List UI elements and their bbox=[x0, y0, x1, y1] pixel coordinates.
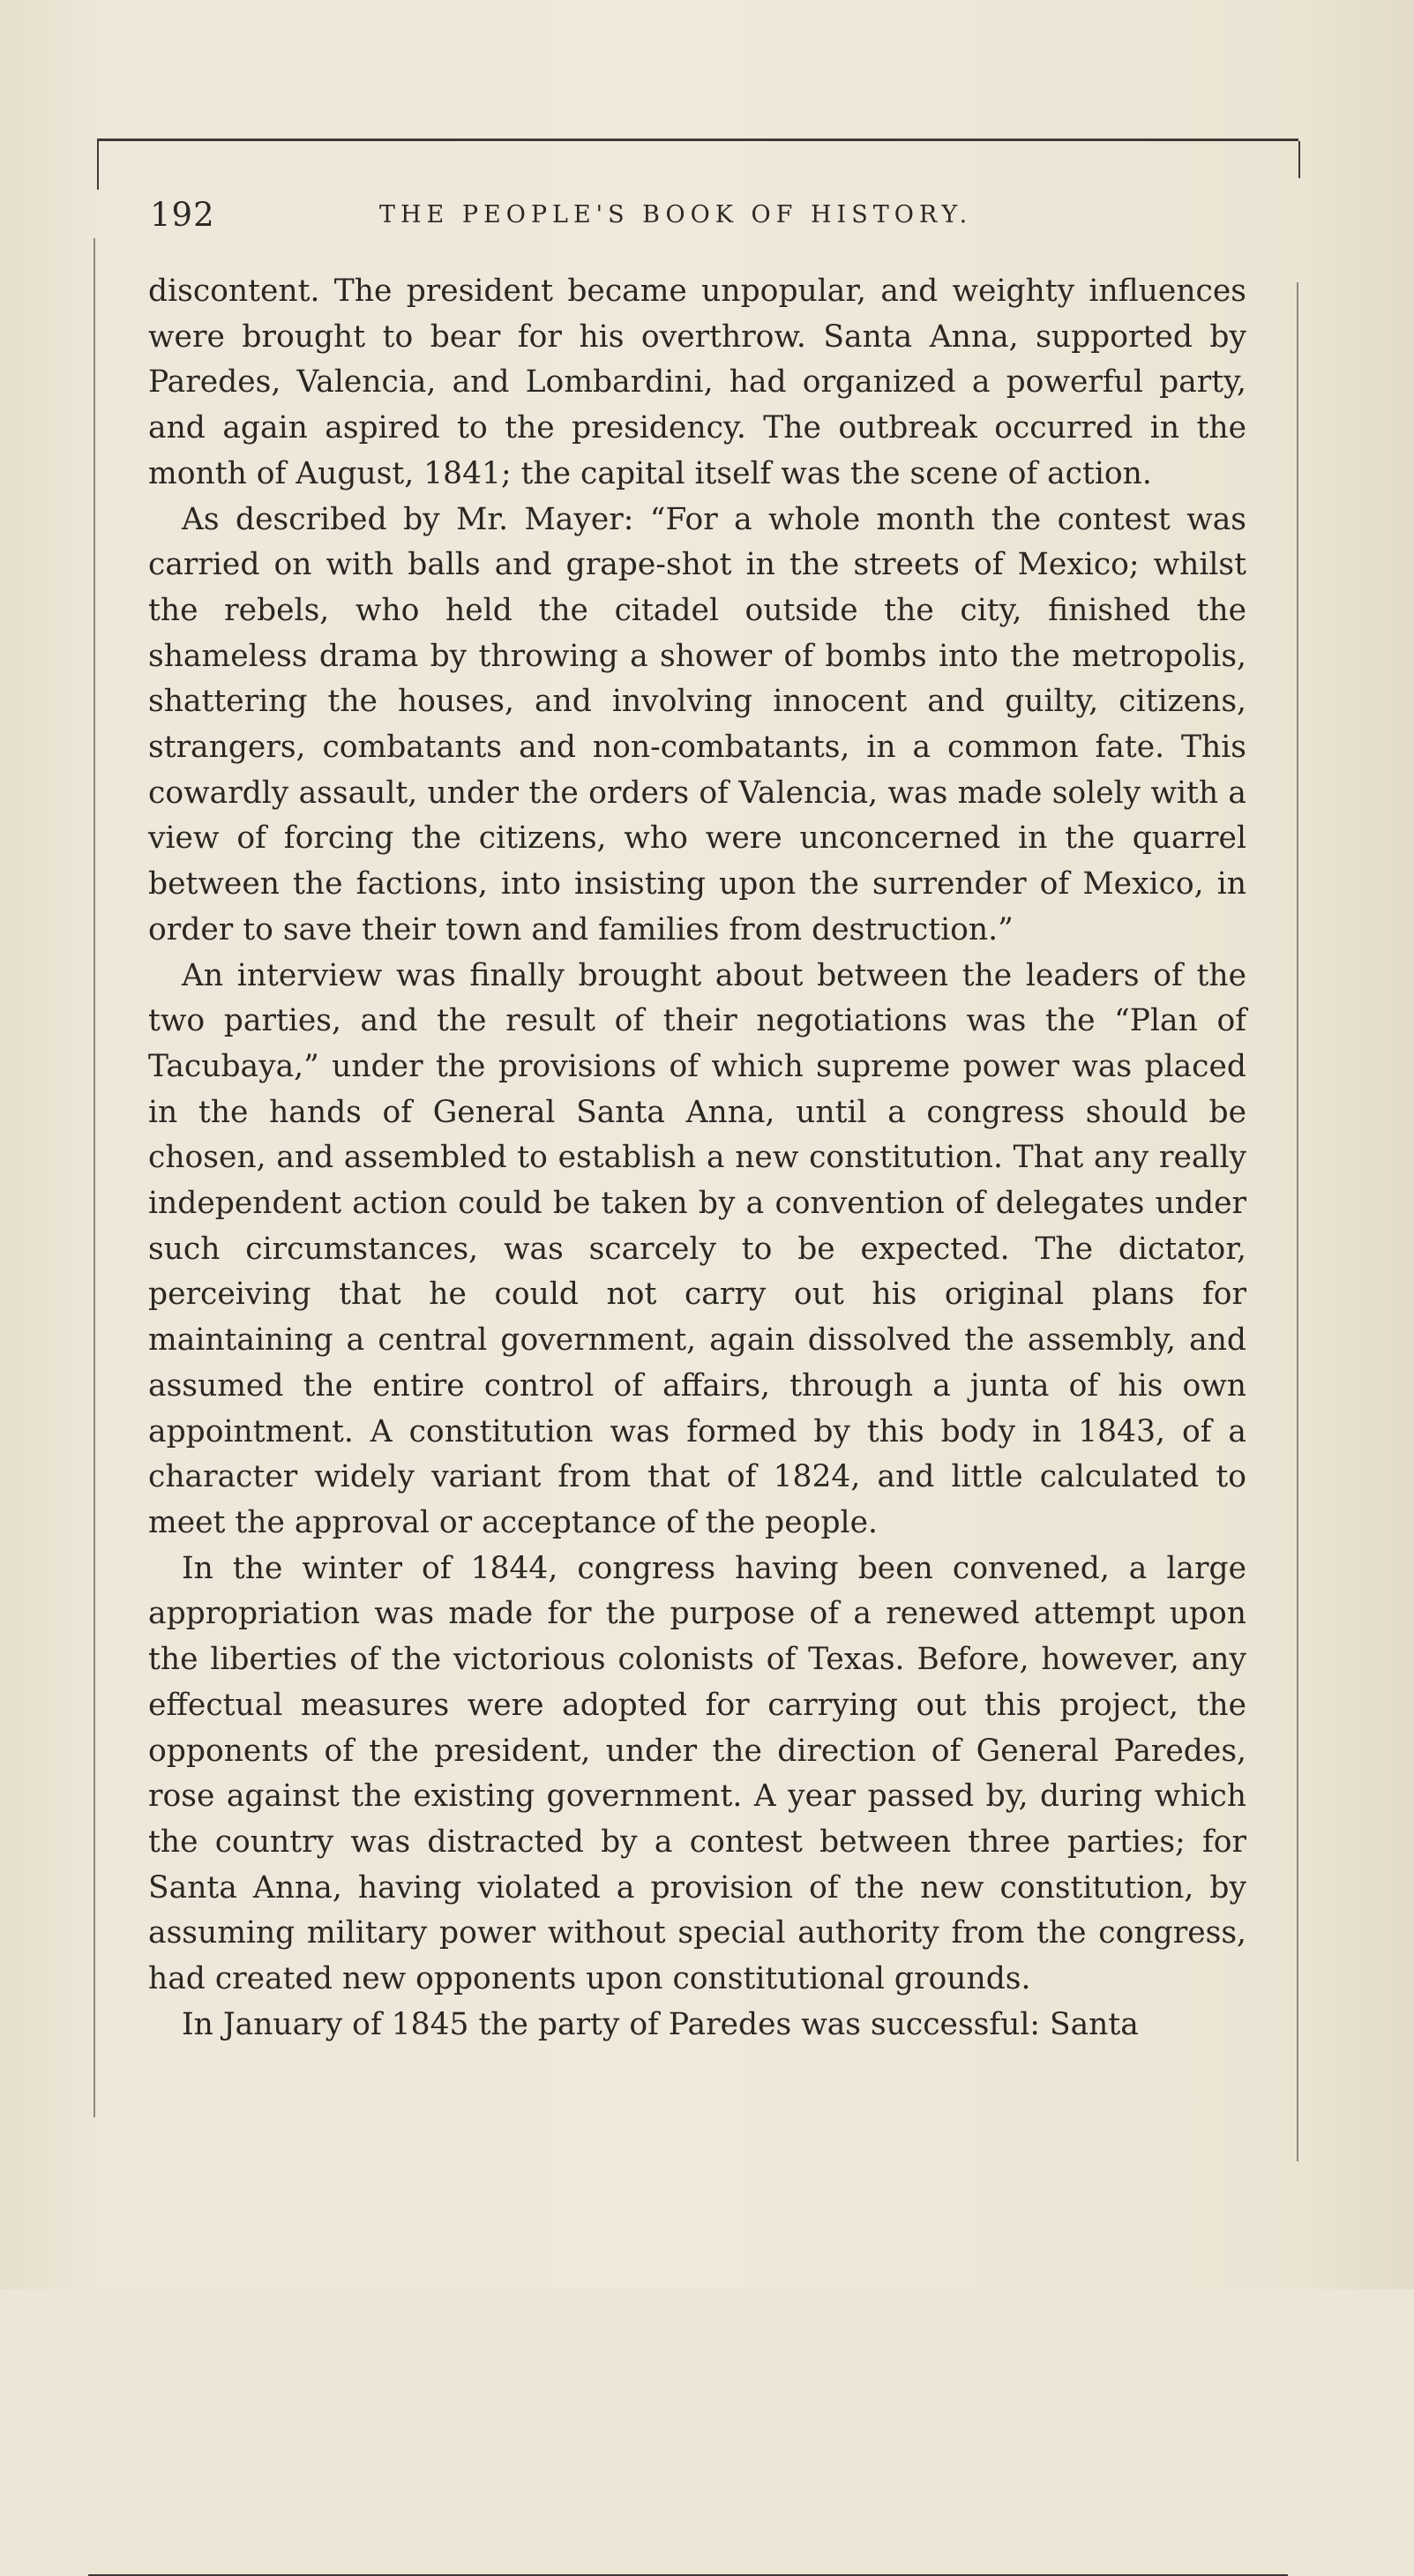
frame-rule-top-right bbox=[1298, 141, 1300, 178]
page-number: 192 bbox=[150, 196, 215, 234]
paragraph: As described by Mr. Mayer: “For a whole month the contest was carried on with balls and grape-shot in the streets of Mexico; whilst the rebels, who held the citadel outside the city, finished the shameless drama by throwing a shower of bombs into the metropolis, shattering the houses, and involving innocent and guilty, citizens, strangers, combatants and non-combatants, in a common fate. This cowardly assault, under the orders of Valencia, was made solely with a view of forcing the citizens, who were unconcerned in the quarrel between the factions, into insisting upon the surrender of Mexico, in order to save their town and families from destruction.” bbox=[148, 501, 1246, 947]
frame-rule-left-upper bbox=[97, 141, 99, 190]
paragraph: discontent. The president became unpopular, and weighty influences were brought to bear for his overthrow. Santa Anna, supported by Paredes, Valencia, and Lombardini, had organized a powerful party, and again aspired to the presidency. The outbreak occurred in the month of August, 1841; the capital itself was the scene of action. bbox=[148, 273, 1246, 491]
body-text bbox=[148, 269, 1246, 2048]
frame-rule-left bbox=[94, 238, 95, 2117]
frame-rule-top bbox=[97, 139, 1298, 141]
paragraph: In the winter of 1844, congress having been convened, a large appropriation was made for the purpose of a renewed attempt upon the liberties of the victorious colonists of Texas. Before, however, any effectual measures were adopted for carrying out this project, the opponents of the president, under the direction of General Paredes, rose against the existing government. A year passed by, during which the country was distracted by a contest between three parties; for Santa Anna, having violated a provision of the new constitution, by assuming military power without special authority from the congress, had created new opponents upon constitutional grounds. bbox=[148, 1550, 1246, 1997]
paragraph: An interview was finally brought about between the leaders of the two parties, and the result of their negotiations was the “Plan of Tacubaya,” under the provisions of which supreme power was placed in the hands of General Santa Anna, until a congress should be chosen, and assembled to establish a new constitution. That any really independent action could be taken by a convention of delegates under such circumstances, was scarcely to be expected. The dictator, perceiving that he could not carry out his original plans for maintaining a central government, again dissolved the assembly, and assumed the entire control of affairs, through a junta of his own appointment. A constitution was formed by this body in 1843, of a character widely variant from that of 1824, and little calculated to meet the approval or acceptance of the people. bbox=[148, 957, 1246, 1540]
paragraph: In January of 1845 the party of Paredes was successful: Santa bbox=[182, 2006, 1139, 2042]
frame-rule-right bbox=[1297, 282, 1298, 2161]
running-title: THE PEOPLE'S BOOK OF HISTORY. bbox=[379, 201, 973, 228]
